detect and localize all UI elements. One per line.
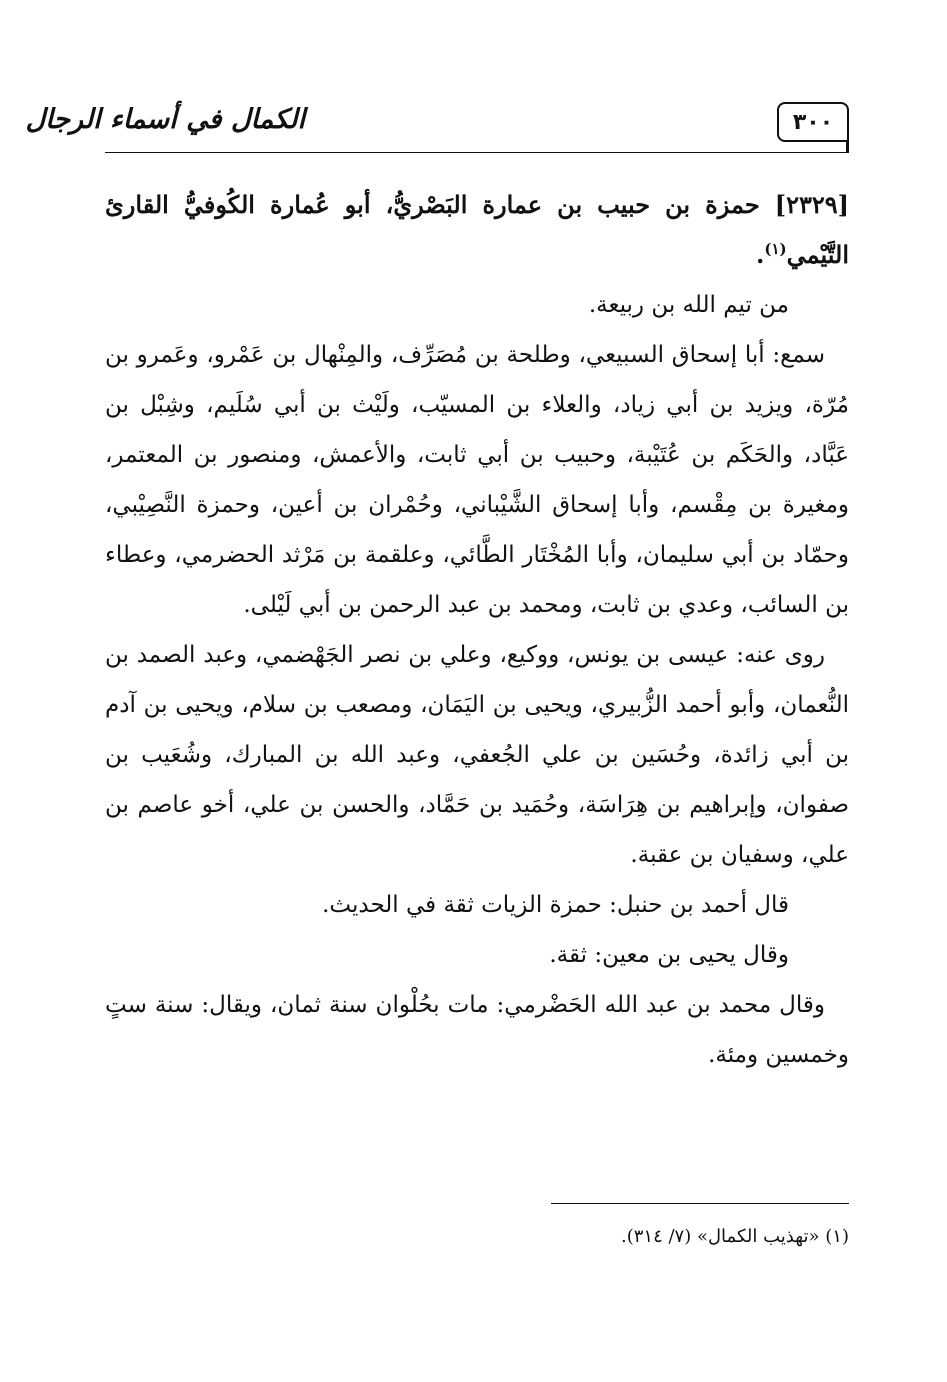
footnote-reference[interactable]: (١) [764,240,787,258]
paragraph-hadrami: وقال محمد بن عبد الله الحَضْرمي: مات بحُلْوان سنة ثمان، ويقال: سنة ستٍ وخمسين ومئة. [105,992,849,1068]
footnote-rule [551,1203,849,1204]
paragraph-lineage: من تيم الله بن ربيعة. [588,292,789,318]
entry-title-end: . [756,240,765,269]
main-text [105,180,849,1080]
entry-title-text: [٢٣٢٩] حمزة بن حبيب بن عمارة البَصْريُّ، أبو عُمارة الكُوفيُّ القارئ التَّيْمي [105,190,849,269]
header-rule [105,152,849,153]
paragraph-students: روى عنه: عيسى بن يونس، ووكيع، وعلي بن نصر الجَهْضمي، وعبد الصمد بن النُّعمان، وأبو أحمد الزُّبيري، ويحيى بن اليَمَان، ومصعب بن سلام، ويحيى بن آدم بن أبي زائدة، وحُسَين بن علي الجُعفي، وعبد الله بن المبارك، وشُعَيب بن صفوان، وإبراهيم بن هِرَاسَة، وحُمَيد بن حَمَّاد، والحسن بن علي، أخو عاصم بن علي، وسفيان بن عقبة. [105,642,849,868]
page-header [25,92,849,156]
entry-title [105,180,849,280]
page-number: ٣٠٠ [777,102,849,142]
paragraph-ahmad: قال أحمد بن حنبل: حمزة الزيات ثقة في الحديث. [322,892,789,918]
footnote-1: (١) «تهذيب الكمال» (٧/ ٣١٤). [620,1226,849,1247]
running-title: الكمال في أسماء الرجال [25,104,305,135]
paragraph-teachers: سمع: أبا إسحاق السبيعي، وطلحة بن مُصَرِّف، والمِنْهال بن عَمْرو، وعَمرو بن مُرّة، ويزيد بن أبي زياد، والعلاء بن المسيّب، ولَيْث بن أبي سُلَيم، وشِبْل بن عَبَّاد، والحَكَم بن عُتَيْبة، وحبيب بن أبي ثابت، والأعمش، ومنصور بن المعتمر، ومغيرة بن مِقْسم، وأبا إسحاق الشَّيْباني، وحُمْران بن أعين، وحمزة النَّصِيْبي، وحمّاد بن أبي سليمان، وأبا المُخْتَار الطَّائي، وعلقمة بن مَرْثد الحضرمي، وعطاء بن السائب، وعدي بن ثابت، ومحمد بن عبد الرحمن بن أبي لَيْلى. [105,342,849,618]
paragraph-yahya: وقال يحيى بن معين: ثقة. [549,942,789,968]
